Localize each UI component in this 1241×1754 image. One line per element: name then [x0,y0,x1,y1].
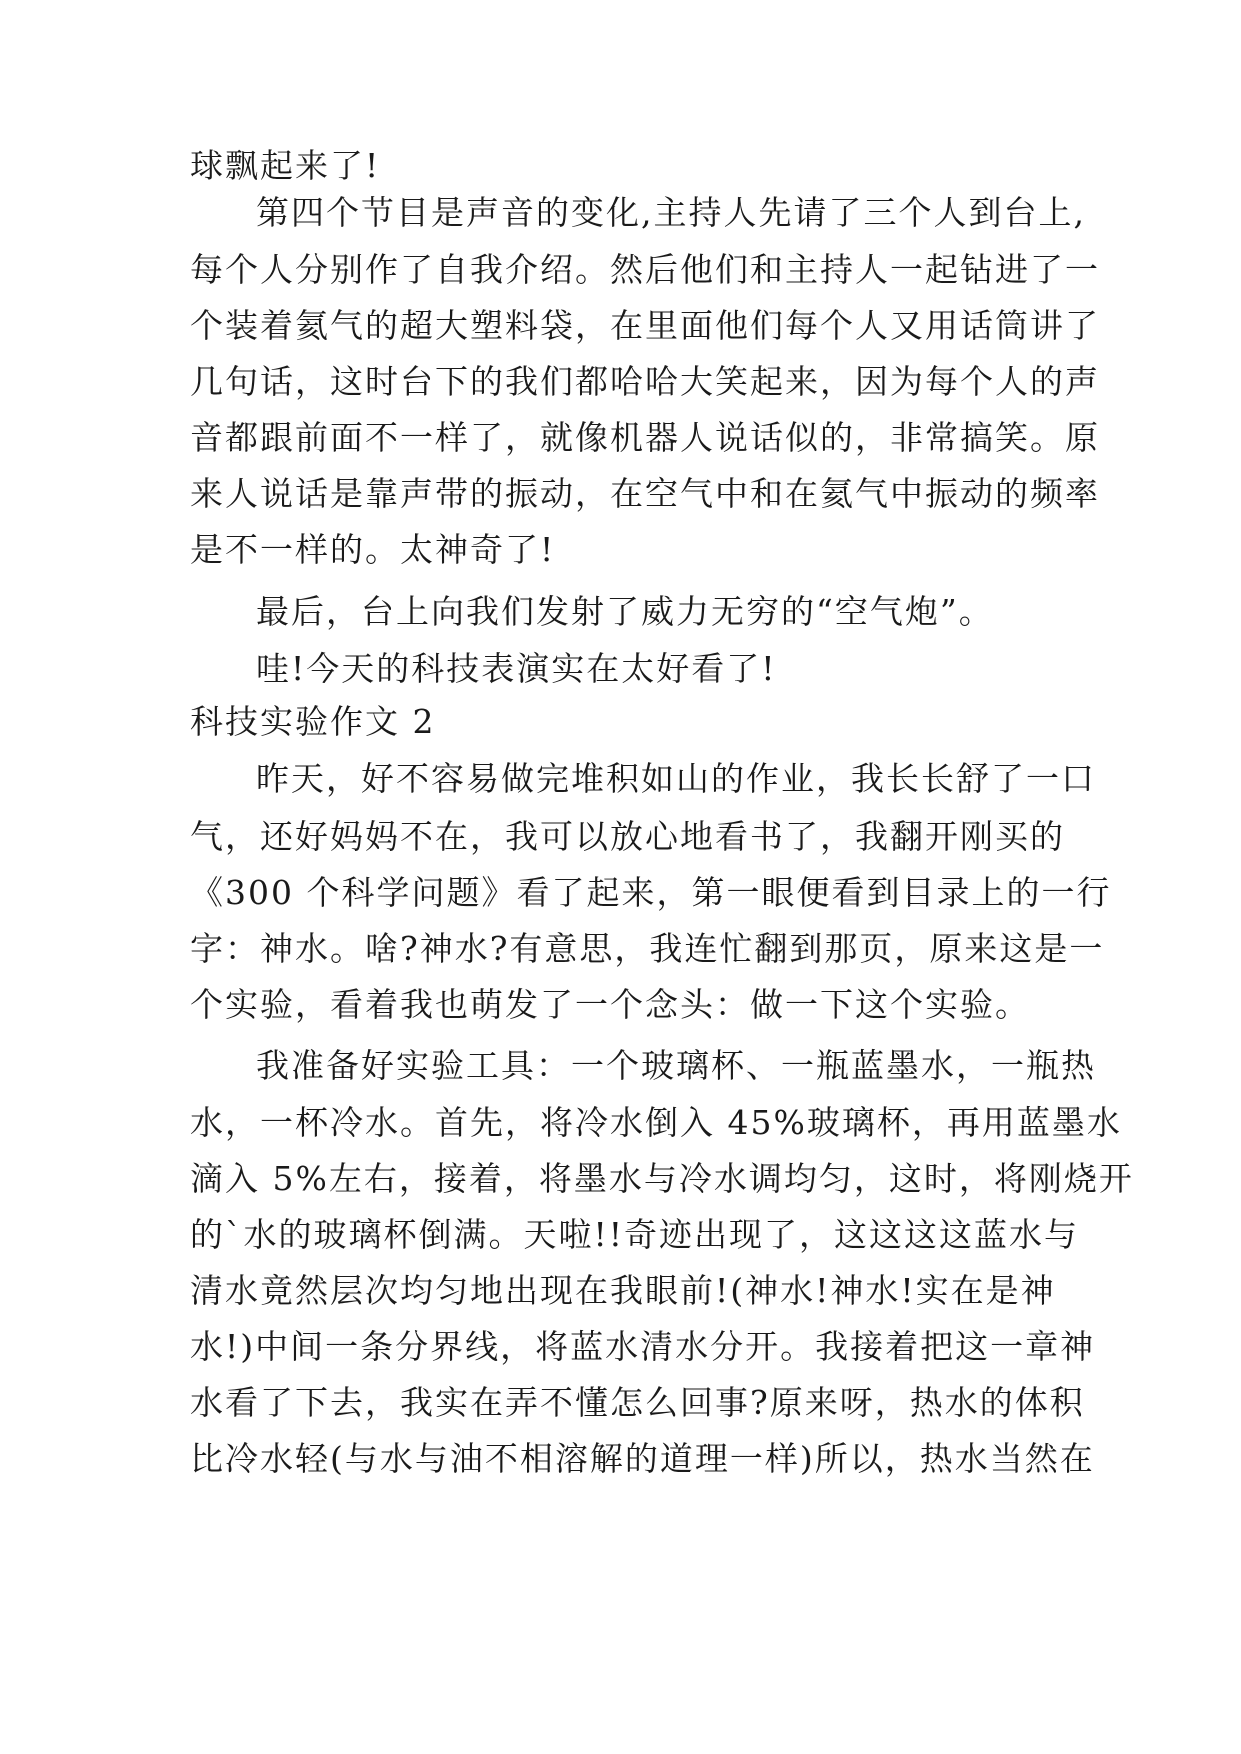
text-line: 水看了下去，我实在弄不懂怎么回事?原来呀，热水的体积 [190,1383,1085,1422]
text-line: 滴入 5%左右，接着，将墨水与冷水调均匀，这时，将刚烧开 [190,1159,1134,1198]
text-line: 我准备好实验工具：一个玻璃杯、一瓶蓝墨水，一瓶热 [256,1046,1096,1085]
text-line: 最后，台上向我们发射了威力无穷的“空气炮”。 [256,592,994,631]
text-line: 哇!今天的科技表演实在太好看了! [256,649,777,688]
text-line: 的`水的玻璃杯倒满。天啦!!奇迹出现了，这这这这蓝水与 [190,1215,1080,1254]
text-line: 昨天，好不容易做完堆积如山的作业，我长长舒了一口 [256,759,1096,798]
text-line: 几句话，这时台下的我们都哈哈大笑起来，因为每个人的声 [190,362,1100,401]
text-line: 球飘起来了! [190,146,381,185]
text-line: 气，还好妈妈不在，我可以放心地看书了，我翻开刚买的 [190,817,1065,856]
text-line: 来人说话是靠声带的振动，在空气中和在氦气中振动的频率 [190,474,1100,513]
text-line: 字：神水。啥?神水?有意思，我连忙翻到那页，原来这是一 [190,929,1105,968]
text-line: 《300 个科学问题》看了起来，第一眼便看到目录上的一行 [190,873,1112,912]
text-line: 第四个节目是声音的变化,主持人先请了三个人到台上, [256,193,1086,232]
text-line: 水，一杯冷水。首先，将冷水倒入 45%玻璃杯，再用蓝墨水 [190,1103,1122,1142]
text-line: 个实验，看着我也萌发了一个念头：做一下这个实验。 [190,985,1030,1024]
text-line: 是不一样的。太神奇了! [190,530,556,569]
text-line: 每个人分别作了自我介绍。然后他们和主持人一起钻进了一 [190,250,1100,289]
text-line: 清水竟然层次均匀地出现在我眼前!(神水!神水!实在是神 [190,1271,1056,1310]
section-heading: 科技实验作文 2 [190,702,436,741]
text-line: 个装着氦气的超大塑料袋，在里面他们每个人又用话筒讲了 [190,306,1100,345]
text-line: 水!)中间一条分界线，将蓝水清水分开。我接着把这一章神 [190,1327,1096,1366]
text-line: 音都跟前面不一样了，就像机器人说话似的，非常搞笑。原 [190,418,1100,457]
text-line: 比冷水轻(与水与油不相溶解的道理一样)所以，热水当然在 [190,1439,1095,1478]
